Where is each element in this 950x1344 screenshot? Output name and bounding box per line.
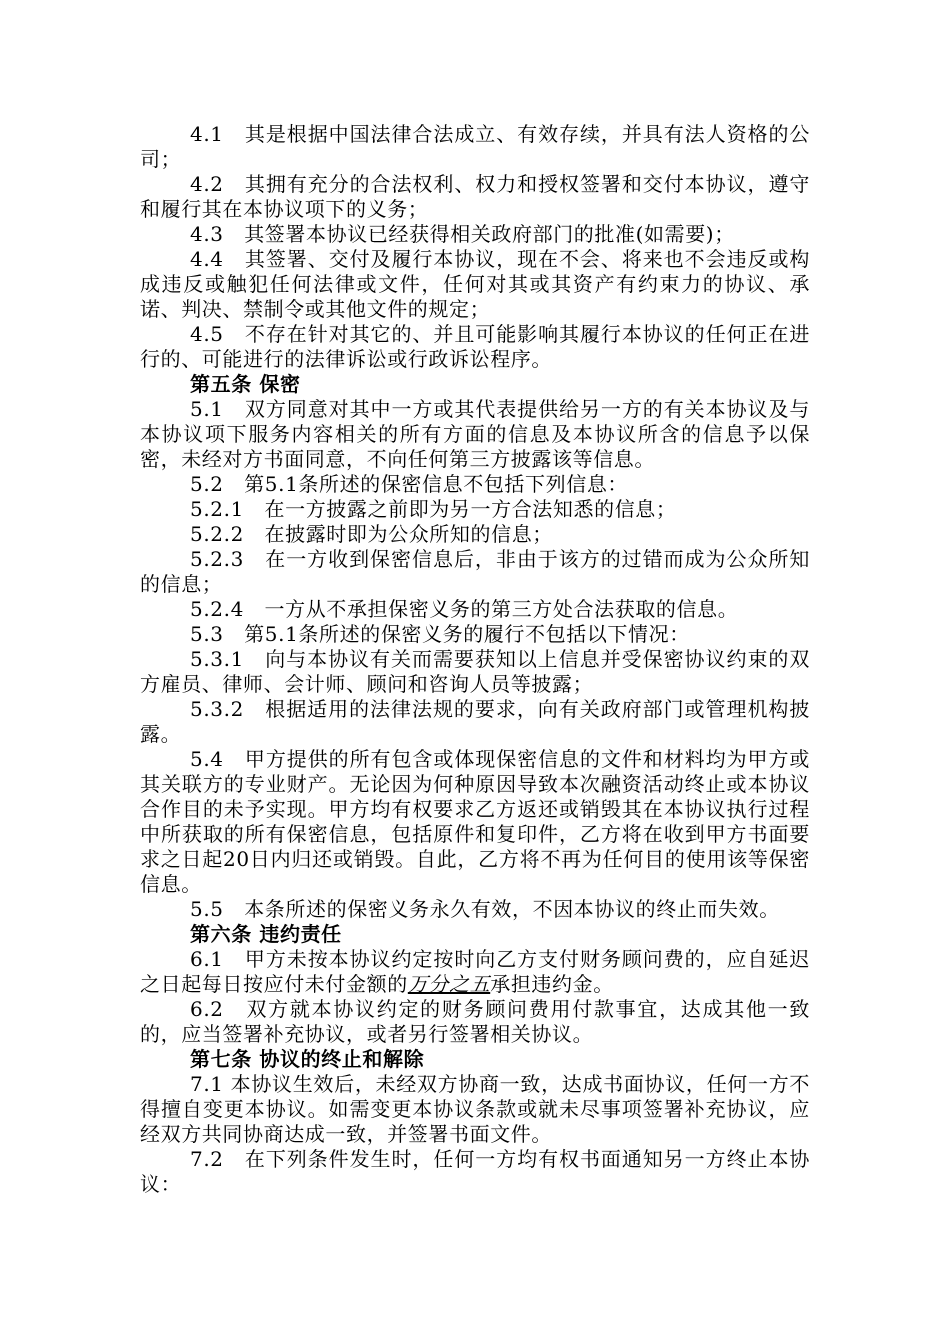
article-5-heading: 第五条 保密 xyxy=(190,372,301,396)
article-7-heading: 第七条 协议的终止和解除 xyxy=(190,1047,425,1071)
clause-5-2: 5.2 第5.1条所述的保密信息不包括下列信息： xyxy=(190,472,629,496)
clause-4-4: 4.4 其签署、交付及履行本协议，现在不会、将来也不会违反或构成违反或触犯任何法律或文件，任何对其或其资产有约束力的协议、承诺、判决、禁制令或其他文件的规定； xyxy=(140,247,810,321)
clause-4-2: 4.2 其拥有充分的合法权利、权力和授权签署和交付本协议，遵守和履行其在本协议项下的义务； xyxy=(140,172,810,221)
clause-7-2: 7.2 在下列条件发生时，任何一方均有权书面通知另一方终止本协议： xyxy=(140,1147,810,1196)
clause-5-2-4: 5.2.4 一方从不承担保密义务的第三方处合法获取的信息。 xyxy=(190,597,739,621)
document-page xyxy=(140,122,810,1197)
clause-6-1-text: 6.1 甲方未按本协议约定按时向乙方支付财务顾问费的，应自延迟之日起每日按应付未付金额的 xyxy=(140,947,810,996)
clause-6-1 xyxy=(140,947,810,997)
clause-4-5: 4.5 不存在针对其它的、并且可能影响其履行本协议的任何正在进行的、可能进行的法律诉讼或行政诉讼程序。 xyxy=(140,322,810,371)
clause-5-3: 5.3 第5.1条所述的保密义务的履行不包括以下情况： xyxy=(190,622,690,646)
clause-4-3: 4.3 其签署本协议已经获得相关政府部门的批准(如需要)； xyxy=(190,222,735,246)
clause-5-2-2: 5.2.2 在披露时即为公众所知的信息； xyxy=(190,522,553,546)
clause-5-2-1: 5.2.1 在一方披露之前即为另一方合法知悉的信息； xyxy=(190,497,677,521)
clause-5-1: 5.1 双方同意对其中一方或其代表提供给另一方的有关本协议及与本协议项下服务内容相关的所有方面的信息及本协议所含的信息予以保密，未经对方书面同意，不向任何第三方披露该等信息。 xyxy=(140,397,810,471)
clause-5-5: 5.5 本条所述的保密义务永久有效，不因本协议的终止而失效。 xyxy=(190,897,780,921)
clause-6-1-tail: 承担违约金。 xyxy=(490,972,614,996)
penalty-rate: 万分之五 xyxy=(407,972,491,996)
clause-4-1: 4.1 其是根据中国法律合法成立、有效存续，并具有法人资格的公司； xyxy=(140,122,810,171)
article-6-heading: 第六条 违约责任 xyxy=(190,922,342,946)
clause-5-2-3: 5.2.3 在一方收到保密信息后，非由于该方的过错而成为公众所知的信息； xyxy=(140,547,810,596)
clause-5-3-1: 5.3.1 向与本协议有关而需要获知以上信息并受保密协议约束的双方雇员、律师、会计师、顾问和咨询人员等披露； xyxy=(140,647,810,696)
clause-5-3-2: 5.3.2 根据适用的法律法规的要求，向有关政府部门或管理机构披露。 xyxy=(140,697,810,746)
clause-5-4: 5.4 甲方提供的所有包含或体现保密信息的文件和材料均为甲方或其关联方的专业财产。无论因为何种原因导致本次融资活动终止或本协议合作目的未予实现。甲方均有权要求乙方返还或销毁其在本协议执行过程中所获取的所有保密信息，包括原件和复印件，乙方将在收到甲方书面要求之日起20日内归还或销毁。自此，乙方将不再为任何目的使用该等保密信息。 xyxy=(140,747,810,896)
clause-6-2: 6.2 双方就本协议约定的财务顾问费用付款事宜，达成其他一致的，应当签署补充协议，或者另行签署相关协议。 xyxy=(140,997,810,1046)
clause-7-1: 7.1 本协议生效后，未经双方协商一致，达成书面协议，任何一方不得擅自变更本协议。如需变更本协议条款或就未尽事项签署补充协议，应经双方共同协商达成一致，并签署书面文件。 xyxy=(140,1072,810,1146)
